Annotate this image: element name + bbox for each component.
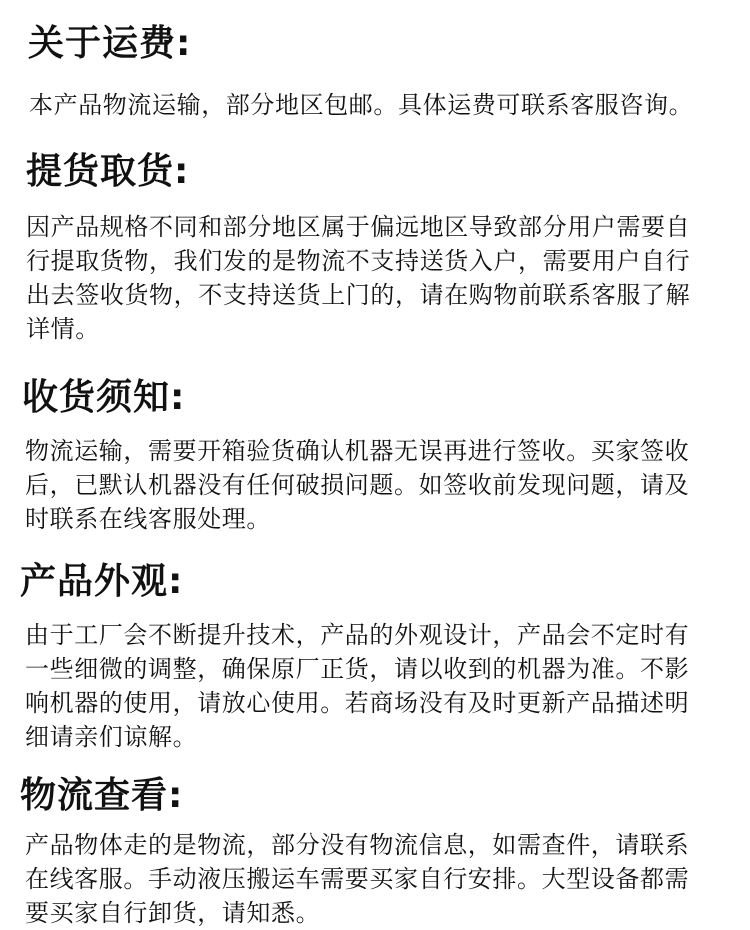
section-receiving-notice [0,376,750,536]
section-heading: 提货取货: [26,151,190,192]
section-body: 因产品规格不同和部分地区属于偏远地区导致部分用户需要自行提取货物，我们发的是物流不支持送货入户，需要用户自行出去签收货物，不支持送货上门的，请在购物前联系客服了解详情。 [26,213,691,343]
section-logistics-tracking [0,774,750,930]
section-body: 由于工厂会不断提升技术，产品的外观设计，产品会不定时有一些细微的调整，确保原厂正货，请以收到的机器为准。不影响机器的使用，请放心使用。若商场没有及时更新产品描述明细请亲们谅解。 [25,621,690,751]
section-heading: 物流查看: [20,775,184,816]
section-heading: 关于运费: [28,23,192,64]
section-body: 产品物体走的是物流，部分没有物流信息，如需查件，请联系在线客服。手动液压搬运车需要买家自行安排。大型设备都需要买家自行卸货，请知悉。 [25,831,690,927]
section-body: 物流运输，需要开箱验货确认机器无误再进行签收。买家签收后，已默认机器没有任何破损问题。如签收前发现问题，请及时联系在线客服处理。 [25,437,690,533]
section-heading: 收货须知: [22,377,186,418]
section-shipping-fee [0,22,750,122]
section-body: 本产品物流运输，部分地区包邮。具体运费可联系客服咨询。 [29,91,694,119]
section-pickup [0,150,750,346]
section-heading: 产品外观: [20,561,184,602]
section-appearance [0,560,750,754]
